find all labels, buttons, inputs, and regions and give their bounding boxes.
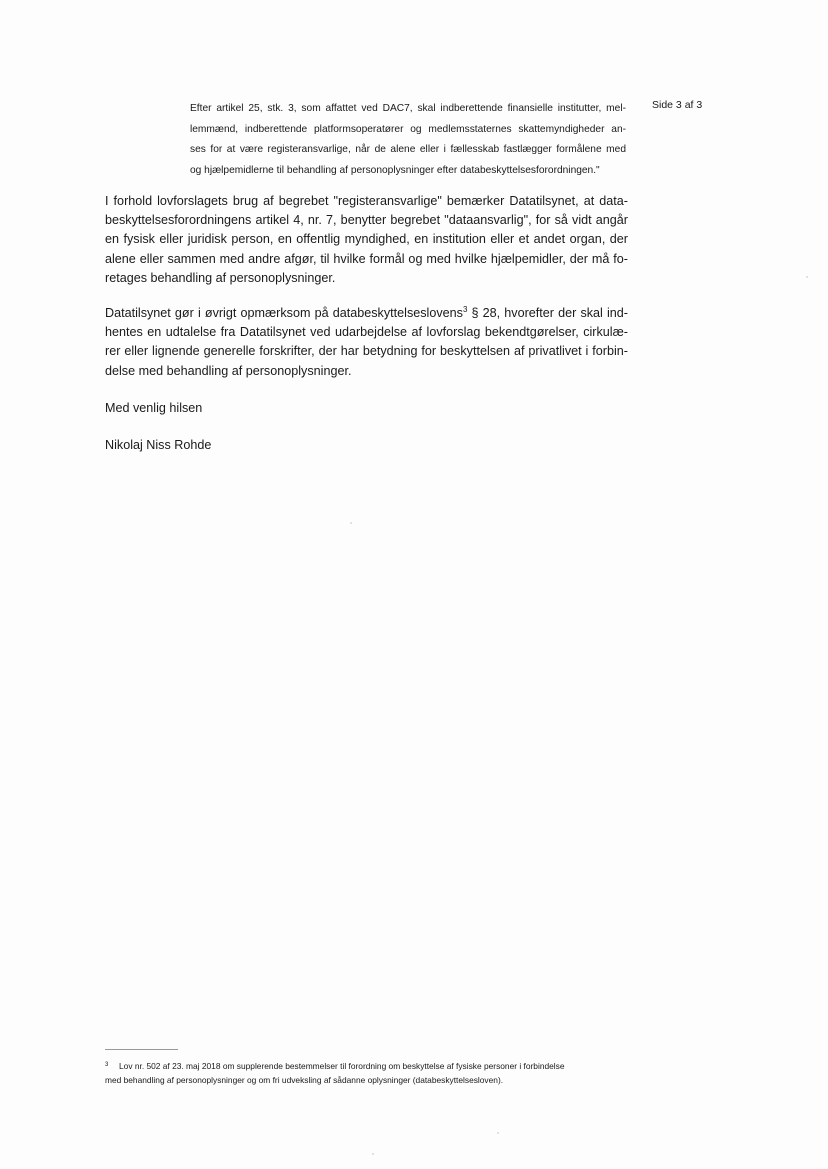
signature-name: Nikolaj Niss Rohde <box>105 438 212 452</box>
paragraph-controller-terminology <box>105 192 628 288</box>
paragraph-line: rer eller lignende generelle forskrifter, der har betydning for beskyttelsen af privatlivet i forbin- <box>105 344 628 359</box>
paragraph-line: hentes en udtalelse fra Datatilsynet ved udarbejdelse af lovforslag bekendtgørelser, cirkulæ- <box>105 325 628 340</box>
footnote-line: med behandling af personoplysninger og om fri udveksling af sådanne oplysninger (databeskyttelsesloven). <box>105 1074 504 1085</box>
scan-speck <box>806 276 808 278</box>
quote-line: ses for at være registeransvarlige, når de alene eller i fællesskab fastlægger formålene med <box>190 144 626 155</box>
paragraph-line: alene eller sammen med andre afgør, til hvilke formål og med hvilke hjælpemidler, der må fo- <box>105 251 628 266</box>
paragraph-line: en fysisk eller juridisk person, en offentlig myndighed, en institution eller et andet organ, der <box>105 232 628 247</box>
paragraph-line: retages behandling af personoplysninger. <box>105 270 336 285</box>
quote-line: og hjælpemidlerne til behandling af personoplysninger efter databeskyttelsesforordningen." <box>190 164 600 176</box>
paragraph-text: § 28, hvorefter der skal ind- <box>467 306 628 320</box>
paragraph-line <box>105 304 628 323</box>
quote-line: Efter artikel 25, stk. 3, som affattet ved DAC7, skal indberettende finansielle institutter, mel- <box>190 103 626 114</box>
paragraph-text: Datatilsynet gør i øvrigt opmærksom på databeskyttelseslovens <box>105 306 463 320</box>
footnote-reference: 3 <box>462 305 468 314</box>
scan-speck <box>372 1153 374 1155</box>
paragraph-consultation-requirement <box>105 304 628 381</box>
paragraph-line: delse med behandling af personoplysninger. <box>105 363 352 378</box>
paragraph-line: I forhold lovforslagets brug af begrebet "registeransvarlige" bemærker Datatilsynet, at data- <box>105 194 628 208</box>
footnote <box>105 1060 625 1087</box>
quoted-passage <box>190 99 626 181</box>
quote-line: lemmænd, indberettende platformsoperatører og medlemsstaternes skattemyndigheder an- <box>190 123 626 135</box>
footnote-line: 3 Lov nr. 502 af 23. maj 2018 om supplerende bestemmelser til forordning om beskyttelse af fysiske personer i forbindelse <box>105 1061 565 1071</box>
footnote-text: Lov nr. 502 af 23. maj 2018 om supplerende bestemmelser til forordning om beskyttelse af fysiske personer i forbindelse <box>119 1061 565 1071</box>
page-number: Side 3 af 3 <box>652 99 703 111</box>
scan-speck <box>497 1132 499 1134</box>
scan-speck <box>350 522 352 524</box>
footnote-divider <box>105 1049 178 1050</box>
paragraph-line: beskyttelsesforordningens artikel 4, nr. 7, benytter begrebet "dataansvarlig", for så vidt angår <box>105 213 628 228</box>
closing-greeting: Med venlig hilsen <box>105 401 203 415</box>
